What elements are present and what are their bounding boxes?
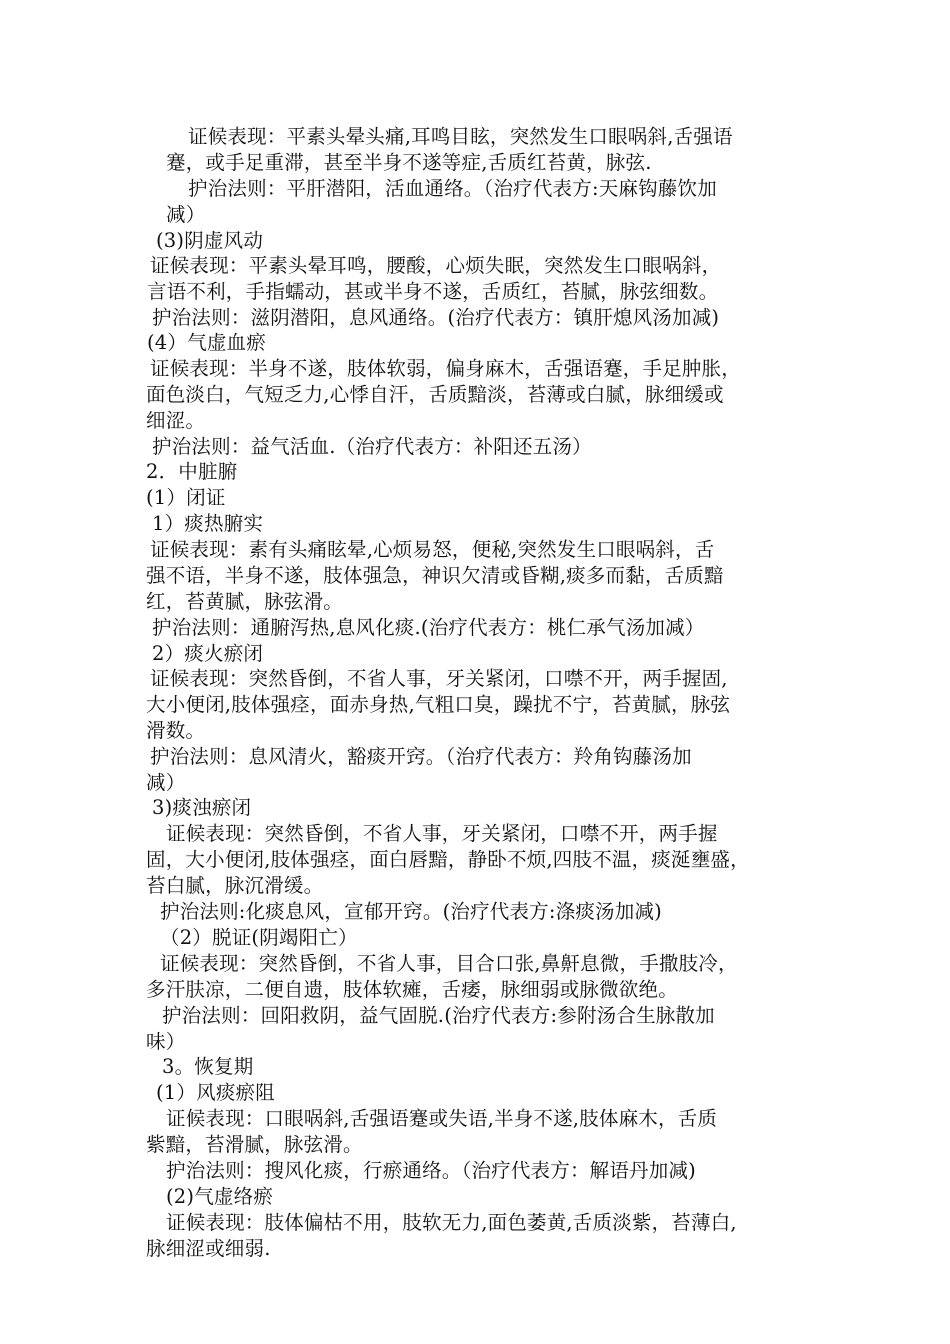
text-line: 证候表现：突然昏倒，不省人事，牙关紧闭，口噤不开，两手握固, [150, 667, 728, 690]
section-heading: 3。恢复期 [162, 1055, 254, 1078]
section-heading: (3)阴虚风动 [156, 229, 264, 252]
text-line: 紫黯，苔滑腻，脉弦滑。 [146, 1133, 363, 1156]
text-line: 减） [166, 203, 206, 226]
text-line: 护治法则:化痰息风，宣郁开窍。(治疗代表方:涤痰汤加减) [160, 900, 662, 923]
text-line: 味） [146, 1030, 186, 1053]
text-line: 细涩。 [146, 409, 206, 432]
text-line: 证候表现：半身不遂，肢体软弱，偏身麻木，舌强语蹇，手足肿胀， [150, 357, 742, 380]
section-heading: (1）风痰瘀阻 [156, 1081, 275, 1104]
text-line: 证候表现：素有头痛眩晕,心烦易怒，便秘,突然发生口眼㖞斜，舌 [150, 538, 715, 561]
section-heading: 2）痰火瘀闭 [152, 642, 264, 665]
text-line: 言语不利，手指蠕动，甚或半身不遂，舌质红，苔腻，脉弦细数。 [147, 280, 719, 303]
section-heading: (1）闭证 [146, 486, 226, 509]
text-line: 滑数。 [146, 719, 206, 742]
section-heading: （2）脱证(阴竭阳亡） [160, 926, 358, 949]
text-line: 证候表现：平素头晕头痛,耳鸣目眩，突然发生口眼㖞斜,舌强语 [188, 125, 733, 148]
text-line: 证候表现：肢体偏枯不用，肢软无力,面色萎黄,舌质淡紫，苔薄白, [166, 1211, 737, 1234]
section-heading: (4）气虚血瘀 [147, 331, 266, 354]
section-heading: (2)气虚络瘀 [166, 1185, 274, 1208]
text-line: 苔白腻，脉沉滑缓。 [146, 874, 324, 897]
text-line: 护治法则：滋阴潜阳，息风通络。(治疗代表方：镇肝熄风汤加减) [152, 306, 720, 329]
text-line: 大小便闭,肢体强痉，面赤身热,气粗口臭，躁扰不宁，苔黄腻，脉弦 [146, 693, 731, 716]
text-line: 证候表现：突然昏倒，不省人事，目合口张,鼻鼾息微，手撒肢冷， [160, 952, 738, 975]
text-line: 护治法则：益气活血.（治疗代表方：补阳还五汤） [152, 435, 592, 458]
section-heading: 3)痰浊瘀闭 [152, 796, 252, 819]
text-line: 固，大小便闭,肢体强痉，面白唇黯，静卧不烦,四肢不温，痰涎壅盛， [146, 848, 750, 871]
text-line: 护治法则：平肝潜阳，活血通络。（治疗代表方:天麻钩藤饮加 [188, 177, 717, 200]
text-line: 红，苔黄腻，脉弦滑。 [146, 590, 344, 613]
text-line: 护治法则：通腑泻热,息风化痰.(治疗代表方：桃仁承气汤加减） [152, 616, 705, 639]
text-line: 护治法则：息风清火，豁痰开窍。（治疗代表方：羚角钩藤汤加 [150, 745, 692, 768]
text-line: 面色淡白，气短乏力,心悸自汗，舌质黯淡，苔薄或白腻，脉细缓或 [146, 383, 724, 406]
section-heading: 2．中脏腑 [146, 460, 238, 483]
text-line: 证候表现：突然昏倒，不省人事，牙关紧闭，口噤不开，两手握 [166, 822, 718, 845]
text-line: 减） [146, 771, 186, 794]
text-line: 多汗肤凉，二便自遗，肢体软瘫，舌痿，脉细弱或脉微欲绝。 [146, 978, 678, 1001]
text-line: 蹇，或手足重滞，甚至半身不遂等症,舌质红苔黄，脉弦. [166, 151, 652, 174]
text-line: 护治法则：回阳救阴，益气固脱.(治疗代表方:参附汤合生脉散加 [162, 1004, 715, 1027]
text-line: 证候表现：平素头晕耳鸣，腰酸，心烦失眠，突然发生口眼㖞斜， [150, 254, 722, 277]
section-heading: 1）痰热腑实 [152, 512, 264, 535]
text-line: 强不语，半身不遂，肢体强急，神识欠清或昏糊,痰多而黏，舌质黯 [146, 564, 724, 587]
text-line: 脉细涩或细弱. [146, 1237, 271, 1260]
text-line: 护治法则：搜风化痰，行瘀通络。（治疗代表方：解语丹加减) [166, 1159, 696, 1182]
text-line: 证候表现：口眼㖞斜,舌强语蹇或失语,半身不遂,肢体麻木，舌质 [166, 1107, 718, 1130]
